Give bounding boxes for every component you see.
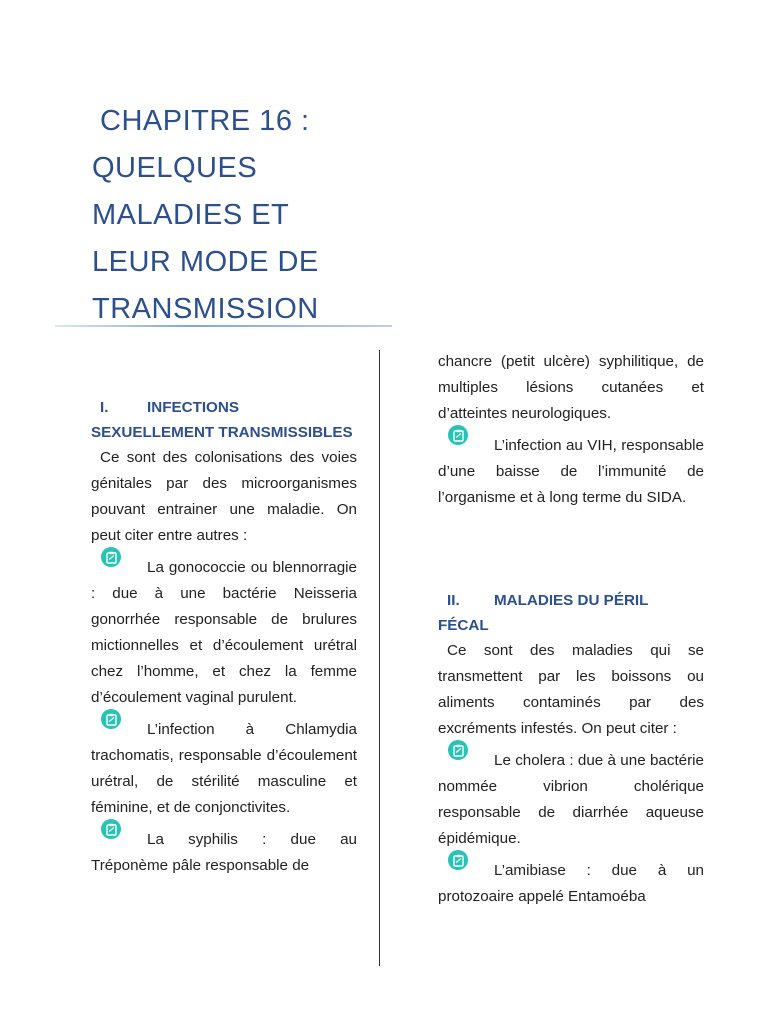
list-item-text: La gonococcie ou blennorragie : due à une bactérie Neisseria gonorrhée responsable de brulures mictionnelles et d’écoulement urétral chez l’homme, et chez la femme d’écoulement vaginal purulent. (91, 559, 357, 706)
chapter-title (92, 98, 412, 333)
section-intro (91, 445, 357, 549)
list-item-text: L’infection au VIH, responsable d’une baisse de l’immunité de l’organisme et à long terme du SIDA. (438, 437, 704, 506)
list-item (91, 717, 357, 821)
section-title-continued: FÉCAL (438, 616, 489, 634)
list-item (91, 555, 357, 711)
list-item (91, 827, 357, 879)
list-item (438, 433, 704, 511)
clipboard-icon (448, 740, 468, 760)
right-column (438, 349, 704, 910)
left-column (91, 396, 357, 879)
section-heading-2 (438, 589, 704, 638)
list-item (438, 748, 704, 852)
list-item-text: L’amibiase : due à un protozoaire appelé Entamoéba (438, 862, 704, 905)
chapter-title-line: CHAPITRE 16 : (100, 105, 310, 137)
section-title-continued: SEXUELLEMENT TRANSMISSIBLES (91, 423, 353, 441)
section-title: MALADIES DU PÉRIL (494, 592, 649, 609)
intro-text: Ce sont des colonisations des voies génitales par des microorganismes pouvant entrainer une maladie. On peut citer entre autres : (91, 449, 357, 544)
list-item-text: L’infection à Chlamydia trachomatis, responsable d’écoulement urétral, de stérilité masculine et féminine, et de conjonctivites. (91, 721, 357, 816)
chapter-title-line: MALADIES ET (92, 199, 290, 231)
clipboard-icon (448, 850, 468, 870)
list-item-text: La syphilis : due au Tréponème pâle responsable de (91, 831, 357, 874)
section-intro (438, 638, 704, 742)
section-heading-1 (91, 396, 357, 445)
chapter-title-line: LEUR MODE DE (92, 246, 319, 278)
intro-text: Ce sont des maladies qui se transmettent par les boissons ou aliments contaminés par des excréments infestés. On peut citer : (438, 642, 704, 737)
chapter-title-line: QUELQUES (92, 152, 258, 184)
section-number: II. (447, 592, 460, 609)
continued-text: chancre (petit ulcère) syphilitique, de multiples lésions cutanées et d’atteintes neurologiques. (438, 353, 704, 422)
list-item (438, 858, 704, 910)
clipboard-icon (448, 425, 468, 445)
column-divider (379, 350, 380, 966)
section-number: I. (100, 399, 109, 416)
title-underline (55, 325, 392, 327)
clipboard-icon (101, 547, 121, 567)
chapter-title-line: TRANSMISSION (92, 293, 319, 325)
section-title: INFECTIONS (147, 399, 239, 416)
clipboard-icon (101, 819, 121, 839)
list-item-text: Le cholera : due à une bactérie nommée vibrion cholérique responsable de diarrhée aqueuse épidémique. (438, 752, 704, 847)
clipboard-icon (101, 709, 121, 729)
